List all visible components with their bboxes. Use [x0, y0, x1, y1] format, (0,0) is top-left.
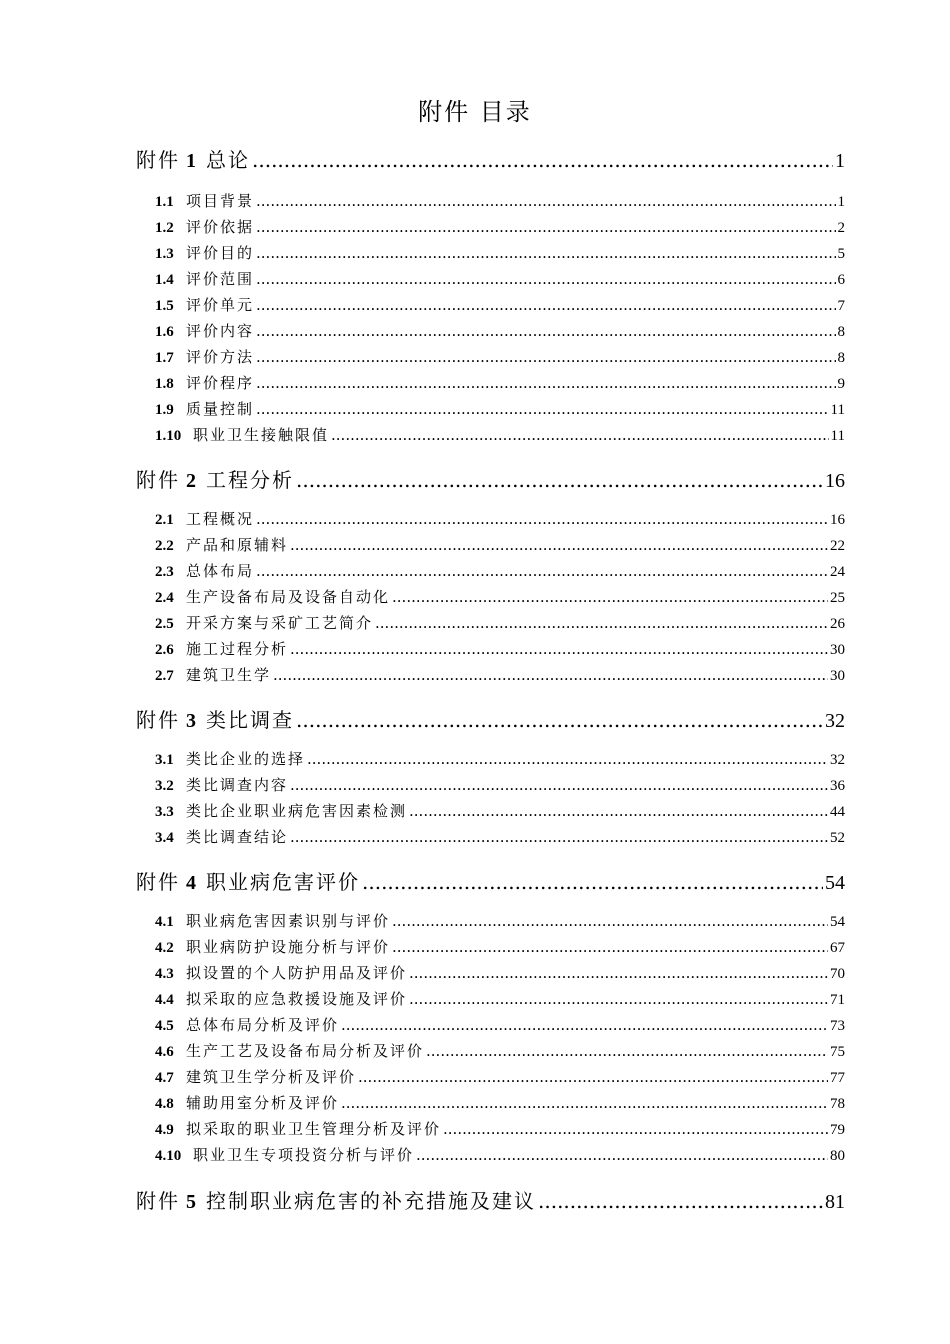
page-number: 80	[830, 1148, 845, 1164]
toc-section-entry[interactable]	[155, 1144, 845, 1165]
page-number: 71	[830, 992, 845, 1008]
dot-leader	[409, 802, 828, 820]
dot-leader	[392, 912, 828, 930]
section-number: 3.4	[155, 830, 174, 846]
toc-section-entry[interactable]	[155, 1066, 845, 1087]
page-number: 11	[830, 402, 845, 418]
section-title: 类比企业职业病危害因素检测	[186, 802, 408, 820]
section-number: 4.10	[155, 1148, 182, 1164]
section-number: 3.2	[155, 778, 174, 794]
toc-section-entry[interactable]	[155, 800, 845, 821]
dot-leader	[290, 776, 828, 794]
toc-section-entry[interactable]	[155, 612, 845, 633]
page-number: 8	[837, 324, 845, 340]
dot-leader	[375, 614, 828, 632]
section-title: 职业病防护设施分析与评价	[186, 938, 391, 956]
section-number: 4.2	[155, 940, 174, 956]
section-title: 类比调查结论	[186, 828, 289, 846]
section-title: 工程概况	[186, 510, 255, 528]
section-title: 评价依据	[186, 218, 255, 236]
section-number: 4.4	[155, 992, 174, 1008]
section-title: 项目背景	[186, 192, 255, 210]
page-number: 26	[830, 616, 845, 632]
section-title: 职业卫生接触限值	[193, 426, 330, 444]
page-number: 81	[825, 1191, 845, 1213]
toc-section-entry[interactable]	[155, 268, 845, 289]
dot-leader	[341, 1016, 828, 1034]
page-number: 16	[825, 470, 845, 492]
toc-chapter-entry[interactable]	[136, 144, 845, 173]
toc-section-entry[interactable]	[155, 1014, 845, 1035]
page-number: 5	[837, 246, 845, 262]
section-title: 拟采取的应急救援设施及评价	[186, 990, 408, 1008]
section-number: 1.1	[155, 194, 174, 210]
chapter-prefix: 附件	[136, 1189, 180, 1213]
section-title: 生产设备布局及设备自动化	[186, 588, 391, 606]
toc-section-entry[interactable]	[155, 664, 845, 685]
dot-leader	[443, 1120, 828, 1138]
page-number: 11	[830, 428, 845, 444]
section-number: 1.5	[155, 298, 174, 314]
page-number: 32	[825, 710, 845, 732]
page-number: 16	[830, 512, 845, 528]
dot-leader	[392, 938, 828, 956]
dot-leader	[256, 270, 835, 288]
chapter-number: 3	[186, 710, 196, 732]
toc-section-entry[interactable]	[155, 1040, 845, 1061]
section-number: 3.1	[155, 752, 174, 768]
section-number: 2.4	[155, 590, 174, 606]
page-number: 70	[830, 966, 845, 982]
section-title: 建筑卫生学分析及评价	[186, 1068, 357, 1086]
toc-section-entry[interactable]	[155, 242, 845, 263]
toc-section-entry[interactable]	[155, 910, 845, 931]
section-title: 职业病危害因素识别与评价	[186, 912, 391, 930]
dot-leader	[341, 1094, 828, 1112]
dot-leader	[256, 322, 835, 340]
toc-section-entry[interactable]	[155, 398, 845, 419]
section-title: 评价内容	[186, 322, 255, 340]
dot-leader	[358, 1068, 828, 1086]
chapter-title: 职业病危害评价	[206, 870, 360, 894]
page-number: 1	[835, 150, 845, 172]
dot-leader	[296, 468, 823, 492]
toc-section-entry[interactable]	[155, 586, 845, 607]
chapter-prefix: 附件	[136, 708, 180, 732]
toc-section-entry[interactable]	[155, 936, 845, 957]
section-number: 3.3	[155, 804, 174, 820]
page-number: 52	[830, 830, 845, 846]
dot-leader	[256, 296, 835, 314]
section-number: 1.3	[155, 246, 174, 262]
section-title: 产品和原辅料	[186, 536, 289, 554]
section-number: 4.1	[155, 914, 174, 930]
toc-section-entry[interactable]	[155, 748, 845, 769]
section-number: 2.7	[155, 668, 174, 684]
section-number: 1.6	[155, 324, 174, 340]
section-title: 生产工艺及设备布局分析及评价	[186, 1042, 425, 1060]
section-number: 4.9	[155, 1122, 174, 1138]
chapter-title: 类比调查	[206, 708, 294, 732]
dot-leader	[362, 870, 823, 894]
toc-chapter-entry[interactable]	[136, 464, 845, 493]
section-number: 2.5	[155, 616, 174, 632]
page-number: 9	[837, 376, 845, 392]
chapter-number: 5	[186, 1191, 196, 1213]
page-number: 75	[830, 1044, 845, 1060]
section-number: 4.7	[155, 1070, 174, 1086]
page-number: 67	[830, 940, 845, 956]
page-number: 44	[830, 804, 845, 820]
page-number: 30	[830, 642, 845, 658]
dot-leader	[290, 828, 828, 846]
chapter-number: 2	[186, 470, 196, 492]
section-title: 评价程序	[186, 374, 255, 392]
section-number: 4.5	[155, 1018, 174, 1034]
section-number: 2.1	[155, 512, 174, 528]
page-number: 73	[830, 1018, 845, 1034]
dot-leader	[256, 562, 828, 580]
chapter-prefix: 附件	[136, 468, 180, 492]
dot-leader	[307, 750, 828, 768]
dot-leader	[538, 1189, 823, 1213]
toc-section-entry[interactable]	[155, 774, 845, 795]
chapter-title: 总论	[206, 148, 250, 172]
toc-chapter-entry[interactable]	[136, 704, 845, 733]
toc-section-entry[interactable]	[155, 962, 845, 983]
section-number: 4.6	[155, 1044, 174, 1060]
dot-leader	[409, 964, 828, 982]
section-number: 4.3	[155, 966, 174, 982]
dot-leader	[256, 374, 835, 392]
toc-section-entry[interactable]	[155, 190, 845, 211]
section-title: 评价目的	[186, 244, 255, 262]
page-number: 24	[830, 564, 845, 580]
section-title: 职业卫生专项投资分析与评价	[193, 1146, 415, 1164]
section-title: 质量控制	[186, 400, 255, 418]
section-title: 建筑卫生学	[186, 666, 272, 684]
chapter-prefix: 附件	[136, 148, 180, 172]
page-number: 30	[830, 668, 845, 684]
dot-leader	[256, 348, 835, 366]
dot-leader	[290, 536, 828, 554]
page-number: 7	[837, 298, 845, 314]
dot-leader	[256, 510, 828, 528]
chapter-title: 工程分析	[206, 468, 294, 492]
page-number: 2	[837, 220, 845, 236]
section-number: 1.2	[155, 220, 174, 236]
dot-leader	[416, 1146, 828, 1164]
page-number: 54	[830, 914, 845, 930]
toc-section-entry[interactable]	[155, 346, 845, 367]
toc-title: 附件 目录	[418, 98, 532, 126]
section-title: 总体布局分析及评价	[186, 1016, 340, 1034]
page-number: 25	[830, 590, 845, 606]
toc-chapter-entry[interactable]	[136, 866, 845, 895]
toc-section-entry[interactable]	[155, 372, 845, 393]
section-title: 评价单元	[186, 296, 255, 314]
section-title: 开采方案与采矿工艺简介	[186, 614, 374, 632]
section-number: 1.4	[155, 272, 174, 288]
section-title: 类比调查内容	[186, 776, 289, 794]
dot-leader	[273, 666, 828, 684]
page-number: 77	[830, 1070, 845, 1086]
section-title: 拟采取的职业卫生管理分析及评价	[186, 1120, 442, 1138]
section-title: 拟设置的个人防护用品及评价	[186, 964, 408, 982]
page-number: 8	[837, 350, 845, 366]
dot-leader	[296, 708, 823, 732]
chapter-title: 控制职业病危害的补充措施及建议	[206, 1189, 536, 1213]
section-title: 评价范围	[186, 270, 255, 288]
chapter-number: 1	[186, 150, 196, 172]
toc-section-entry[interactable]	[155, 988, 845, 1009]
dot-leader	[426, 1042, 828, 1060]
chapter-prefix: 附件	[136, 870, 180, 894]
section-title: 施工过程分析	[186, 640, 289, 658]
dot-leader	[256, 400, 829, 418]
page-number: 36	[830, 778, 845, 794]
toc-section-entry[interactable]	[155, 320, 845, 341]
dot-leader	[256, 192, 835, 210]
toc-section-entry[interactable]	[155, 534, 845, 555]
page-number: 22	[830, 538, 845, 554]
section-number: 2.6	[155, 642, 174, 658]
dot-leader	[331, 426, 829, 444]
page-number: 1	[837, 194, 845, 210]
section-number: 1.7	[155, 350, 174, 366]
toc-section-entry[interactable]	[155, 638, 845, 659]
dot-leader	[392, 588, 828, 606]
toc-section-entry[interactable]	[155, 508, 845, 529]
page-number: 78	[830, 1096, 845, 1112]
toc-section-entry[interactable]	[155, 216, 845, 237]
toc-section-entry[interactable]	[155, 294, 845, 315]
section-number: 1.8	[155, 376, 174, 392]
toc-section-entry[interactable]	[155, 424, 845, 445]
dot-leader	[409, 990, 828, 1008]
chapter-number: 4	[186, 872, 196, 894]
section-number: 2.2	[155, 538, 174, 554]
page-number: 32	[830, 752, 845, 768]
section-title: 评价方法	[186, 348, 255, 366]
section-number: 1.10	[155, 428, 182, 444]
section-title: 类比企业的选择	[186, 750, 306, 768]
section-title: 辅助用室分析及评价	[186, 1094, 340, 1112]
page-number: 79	[830, 1122, 845, 1138]
page-number: 6	[837, 272, 845, 288]
dot-leader	[290, 640, 828, 658]
section-title: 总体布局	[186, 562, 255, 580]
section-number: 2.3	[155, 564, 174, 580]
page-number: 54	[825, 872, 845, 894]
section-number: 1.9	[155, 402, 174, 418]
toc-section-entry[interactable]	[155, 560, 845, 581]
toc-chapter-entry[interactable]	[136, 1185, 845, 1214]
toc-section-entry[interactable]	[155, 826, 845, 847]
toc-section-entry[interactable]	[155, 1092, 845, 1113]
dot-leader	[256, 244, 835, 262]
toc-section-entry[interactable]	[155, 1118, 845, 1139]
section-number: 4.8	[155, 1096, 174, 1112]
dot-leader	[252, 148, 833, 172]
dot-leader	[256, 218, 835, 236]
